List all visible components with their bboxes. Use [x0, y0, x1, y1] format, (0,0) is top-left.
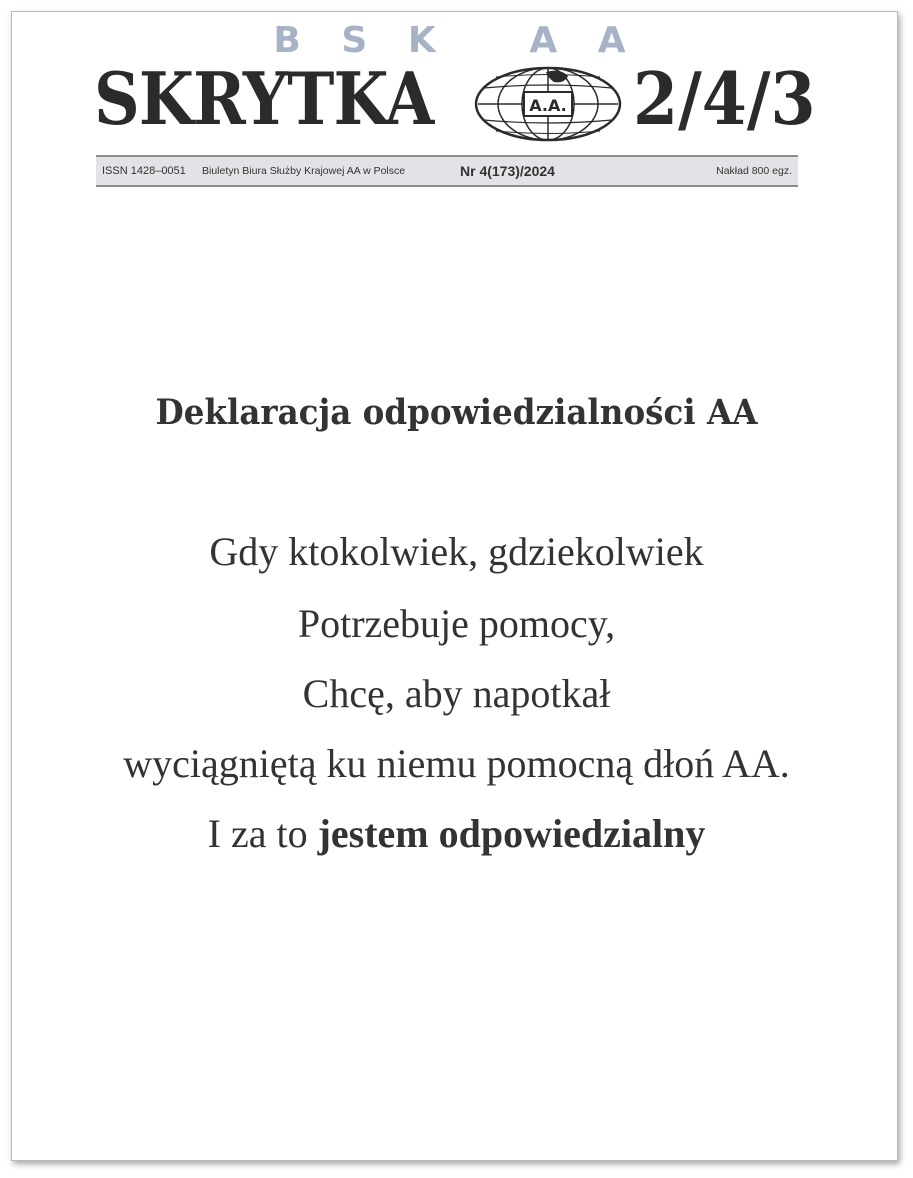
poem-line-4: wyciągniętą ku niemu pomocną dłoń AA.	[123, 741, 790, 786]
issn-text: ISSN 1428–0051	[102, 165, 186, 177]
poem-line-5-plain: I za to	[207, 811, 318, 856]
masthead-number: 2/4/3	[633, 56, 816, 141]
issue-number: Nr 4(173)/2024	[460, 163, 555, 179]
circulation-text: Nakład 800 egz.	[716, 165, 792, 177]
declaration-heading: Deklaracja odpowiedzialności AA	[155, 392, 758, 433]
info-bar	[96, 155, 798, 187]
poem-line-2: Potrzebuje pomocy,	[297, 601, 616, 646]
bsk-aa-label: B S K A A	[273, 20, 640, 61]
bulletin-subtitle: Biuletyn Biura Służby Krajowej AA w Polsce	[202, 165, 406, 177]
poem-line-5	[0, 810, 913, 857]
aa-globe-logo	[474, 64, 622, 144]
masthead-title: SKRYTKA	[94, 56, 434, 141]
logo-text: A.A.	[529, 96, 567, 115]
poem-line-5-bold: jestem odpowiedzialny	[317, 811, 706, 856]
poem-line-1: Gdy ktokolwiek, gdziekolwiek	[209, 529, 704, 574]
poem-line-3: Chcę, aby napotkał	[302, 671, 611, 716]
